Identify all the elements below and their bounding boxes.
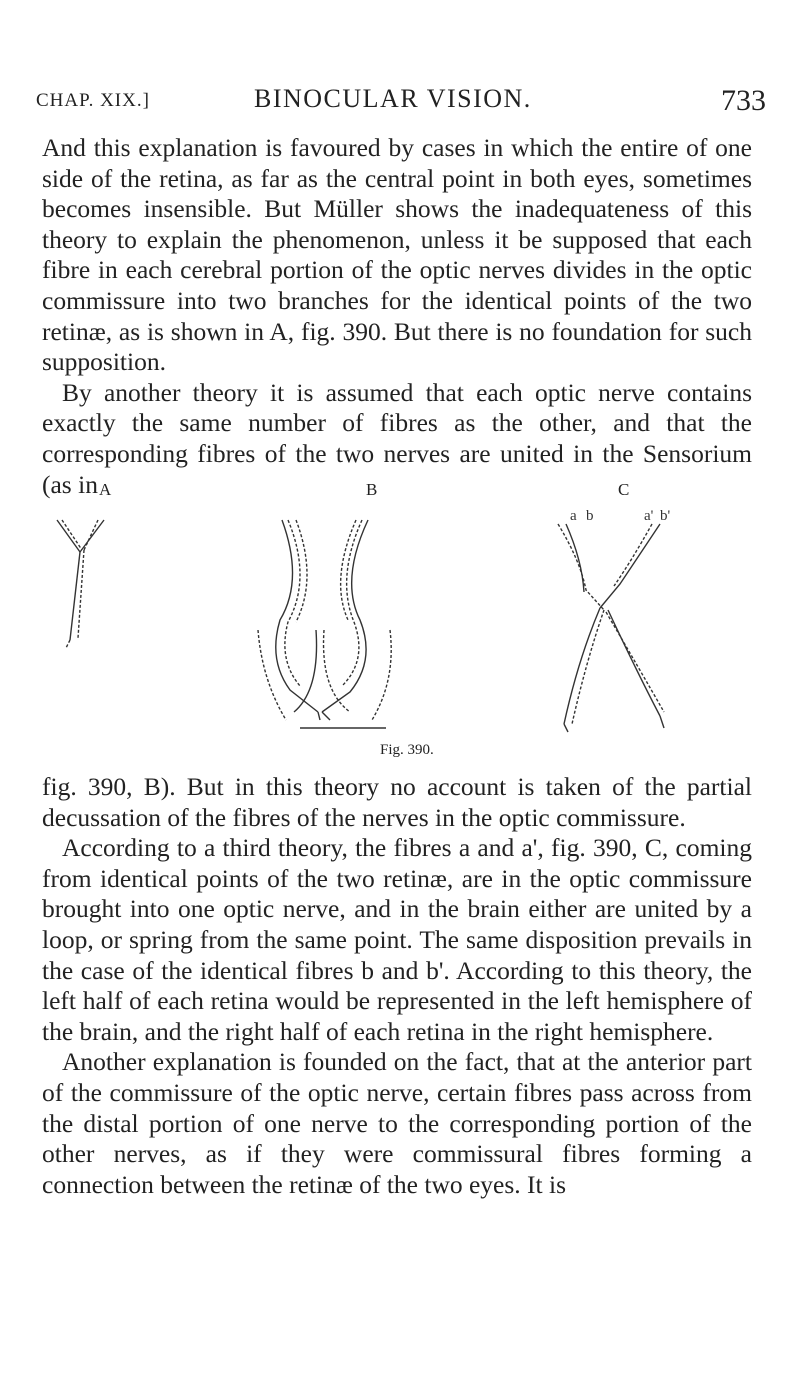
page-number: 733: [721, 84, 766, 117]
diagram-b-fibres: [258, 520, 391, 728]
running-header: [36, 84, 766, 124]
fibre-label-a: a: [570, 508, 577, 524]
fibre-label-b: b: [586, 508, 594, 524]
paragraph: And this explanation is favoured by cases in which the entire of one side of the retina, as far as the central point in both eyes, sometimes becomes insensible. But Müller shows the inadequateness of this theory to explain the phenomenon, unless it be supposed that each fibre in each cerebral portion of the optic nerves divides in the optic commissure into two branches for the identical points of the two retinæ, as is shown in A, fig. 390. But there is no foundation for such supposition.: [42, 133, 752, 377]
paragraph: According to a third theory, the fibres a and a', fig. 390, C, coming from identical points of the two retinæ, are in the optic commissure brought into one optic nerve, and in the brain either are united by a loop, or spring from the same point. The same disposition prevails in the case of the identical fibres b and b'. According to this theory, the left half of each retina would be represented in the left hemisphere of the brain, and the right half of each retina in the right hemisphere.: [42, 833, 752, 1046]
running-title: BINOCULAR VISION.: [254, 84, 532, 113]
fibre-label-b-prime: b': [660, 508, 671, 524]
optic-chiasm-diagram: [0, 480, 800, 760]
figure-caption: Fig. 390.: [380, 742, 434, 758]
figure-390: [0, 480, 800, 758]
paragraph: By another theory it is assumed that each optic nerve contains exactly the same number of fibres as the other, and that the corresponding fibres of the two nerves are united in the Sensorium (as in: [42, 377, 752, 499]
paragraph: fig. 390, B). But in this theory no account is taken of the partial decussation of the fibres of the nerves in the optic commissure.: [42, 772, 752, 832]
figure-label-a: A: [99, 480, 112, 499]
diagram-c-fibres: [558, 508, 671, 732]
text-block-bottom: [42, 772, 752, 1200]
diagram-a-fibres: [57, 520, 104, 648]
text-block-top: [42, 133, 752, 500]
figure-label-b: B: [366, 480, 378, 499]
paragraph: Another explanation is founded on the fact, that at the anterior part of the commissure of the optic nerve, certain fibres pass across from the distal portion of one nerve to the corresponding portion of the other nerves, as if they were commissural fibres forming a connection between the retinæ of the two eyes. It is: [42, 1047, 752, 1199]
figure-label-c: C: [618, 480, 630, 499]
chapter-label: CHAP. XIX.]: [36, 90, 150, 111]
fibre-label-a-prime: a': [644, 508, 654, 524]
